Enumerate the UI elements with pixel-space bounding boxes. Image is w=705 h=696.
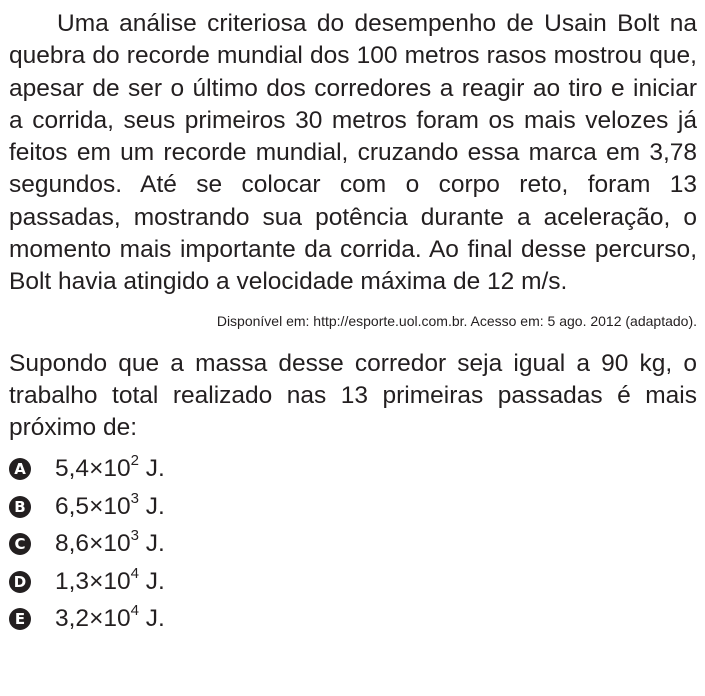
option-letter-badge: B [9, 496, 31, 518]
option-letter-badge: C [9, 533, 31, 555]
option-value: $6,5\times 10^3$ J. [55, 489, 165, 520]
passage-text: Uma análise criteriosa do desempenho de Usain Bolt na quebra do recorde mundial dos 100 metros rasos mostrou que, apesar de ser o último dos corredores a reagir ao tiro e iniciar a corrida, seus primeiros 30 metros foram os mais velozes já feitos em um recorde mundial, cruzando essa marca em 3,78 segundos. Até se colocar com o corpo reto, foram 13 passadas, mostrando sua potência durante a aceleração, o momento mais importante da corrida. Ao final desse percurso, Bolt havia atingido a velocidade máxima de 12 m/s. [9, 10, 697, 296]
option-e[interactable] [9, 601, 697, 639]
option-c[interactable] [9, 526, 697, 564]
answer-options [9, 451, 697, 639]
option-letter-badge: D [9, 571, 31, 593]
option-value: $3,2\times 10^4$ J. [55, 602, 165, 633]
option-b[interactable] [9, 488, 697, 526]
question-prompt: Supondo que a massa desse corredor seja igual a 90 kg, o trabalho total realizado nas 13 primeiras passadas é mais próximo de: [9, 349, 697, 442]
option-d[interactable] [9, 563, 697, 601]
option-letter-badge: A [9, 458, 31, 480]
source-citation: Disponível em: http://esporte.uol.com.br. Acesso em: 5 ago. 2012 (adaptado). [216, 312, 697, 329]
option-a[interactable] [9, 451, 697, 489]
option-letter-badge: E [9, 608, 31, 630]
option-value: $1,3\times 10^4$ J. [55, 564, 165, 595]
option-value: $8,6\times 10^3$ J. [55, 527, 165, 558]
option-value: $5,4\times 10^2$ J. [55, 452, 165, 483]
question-page [9, 8, 697, 638]
